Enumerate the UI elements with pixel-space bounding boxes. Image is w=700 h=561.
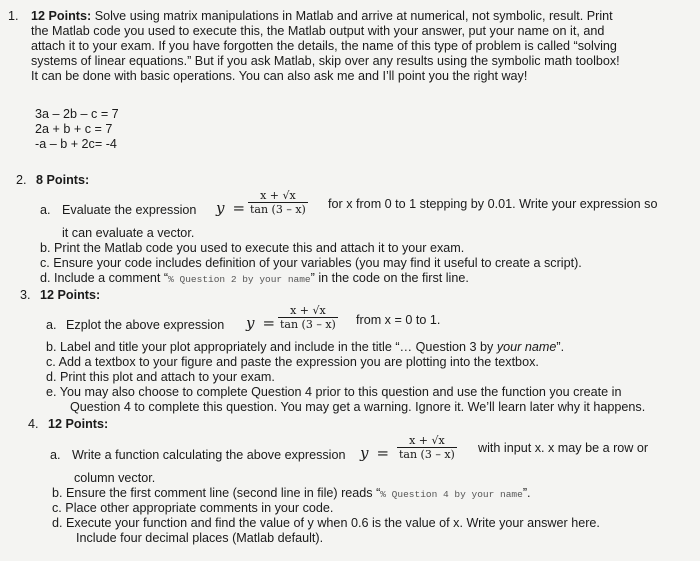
- q1-line-3: attach it to your exam. If you have forgotten the details, the name of this type of problem is called “solving: [31, 39, 617, 53]
- q3-d: d. Print this plot and attach to your exam.: [46, 370, 275, 384]
- q4-c: c. Place other appropriate comments in your code.: [52, 501, 334, 515]
- q4-points: 12 Points:: [48, 417, 109, 431]
- q1-text-1: Solve using matrix manipulations in Matlab and arrive at numerical, not symbolic, result. Print: [94, 9, 613, 23]
- q1-line-2: the Matlab code you used to execute this, the Matlab output with your answer, put your name on it, and: [31, 24, 605, 38]
- q4-a-label: a.: [50, 448, 61, 462]
- q2-b: b. Print the Matlab code you used to execute this and attach it to your exam.: [40, 241, 465, 255]
- q2-formula-fraction: [248, 189, 308, 216]
- q1-equation-3: -a – b + 2c= -4: [35, 137, 117, 151]
- q2-formula-denominator: tan (3 – x): [250, 203, 306, 216]
- q2-formula-y: y: [216, 199, 225, 217]
- q3-formula-numerator: x + √x: [290, 304, 326, 317]
- q4-a-text: Write a function calculating the above expression: [72, 448, 346, 462]
- q3-a-text-after: from x = 0 to 1.: [356, 313, 441, 327]
- q4-d-line-2: Include four decimal places (Matlab default).: [76, 531, 324, 545]
- q4-b-code: % Question 4 by your name: [380, 489, 523, 500]
- q3-b: [46, 340, 564, 355]
- q4-b-pre: b. Ensure the first comment line (second line in file) reads “: [52, 486, 381, 500]
- q2-a-label: a.: [40, 203, 51, 217]
- q1-points: 12 Points:: [31, 9, 92, 23]
- q2-number: 2.: [16, 173, 27, 187]
- q1-equation-1: 3a – 2b – c = 7: [35, 107, 119, 121]
- q4-formula-y: y: [360, 444, 369, 462]
- q3-b-emphasis: your name: [496, 340, 557, 354]
- q2-a-text: Evaluate the expression: [62, 203, 197, 217]
- q4-b-post: ”.: [522, 486, 531, 500]
- q3-formula-y: y: [246, 314, 255, 332]
- q4-formula-fraction: [397, 434, 457, 461]
- q4-formula-lhs: [360, 444, 389, 462]
- q2-a-continuation: it can evaluate a vector.: [62, 226, 195, 240]
- q2-points: 8 Points:: [36, 173, 90, 187]
- q1-line-4: systems of linear equations.” But if you ask Matlab, skip over any results using the symbolic math toolbox!: [31, 54, 620, 68]
- q3-formula-equals: =: [262, 314, 276, 332]
- q3-number: 3.: [20, 288, 31, 302]
- q4-b: [52, 486, 531, 502]
- q2-a-text-after: for x from 0 to 1 stepping by 0.01. Write your expression so: [328, 197, 658, 211]
- q2-formula-equals: =: [232, 199, 246, 217]
- q3-c: c. Add a textbox to your figure and paste the expression you are plotting into the textbox.: [46, 355, 539, 369]
- q3-b-pre: b. Label and title your plot appropriately and include in the title “… Question 3 by: [46, 340, 497, 354]
- q4-formula-numerator: x + √x: [409, 434, 445, 447]
- q2-d: [40, 271, 469, 287]
- q3-a-text: Ezplot the above expression: [66, 318, 225, 332]
- q4-formula-equals: =: [376, 444, 390, 462]
- q3-formula-lhs: [246, 314, 275, 332]
- q1-line-5: It can be done with basic operations. You can also ask me and I’ll point you the right way!: [31, 69, 528, 83]
- q4-formula-denominator: tan (3 – x): [399, 448, 455, 461]
- q2-d-code: % Question 2 by your name: [168, 274, 311, 285]
- q2-c: c. Ensure your code includes definition of your variables (you may find it useful to create a script).: [40, 256, 582, 270]
- q2-d-post: ” in the code on the first line.: [310, 271, 469, 285]
- q3-a-label: a.: [46, 318, 57, 332]
- q3-b-post: ”.: [556, 340, 565, 354]
- q1-number: 1.: [8, 9, 19, 23]
- q2-d-pre: d. Include a comment “: [40, 271, 169, 285]
- q3-points: 12 Points:: [40, 288, 101, 302]
- q2-formula-lhs: [216, 199, 245, 217]
- q3-e-line-1: e. You may also choose to complete Question 4 prior to this question and use the function you create in: [46, 385, 622, 399]
- q3-formula-denominator: tan (3 – x): [280, 318, 336, 331]
- q4-a-continuation: column vector.: [74, 471, 156, 485]
- q4-d-line-1: d. Execute your function and find the value of y when 0.6 is the value of x. Write your answer here.: [52, 516, 600, 530]
- q4-a-text-after: with input x. x may be a row or: [478, 441, 649, 455]
- q2-formula-numerator: x + √x: [260, 189, 296, 202]
- q3-e-line-2: Question 4 to complete this question. You may get a warning. Ignore it. We’ll learn later why it happens.: [70, 400, 646, 414]
- q4-number: 4.: [28, 417, 39, 431]
- q1-equation-2: 2a + b + c = 7: [35, 122, 113, 136]
- q3-formula-fraction: [278, 304, 338, 331]
- q1-line-1: [31, 9, 613, 24]
